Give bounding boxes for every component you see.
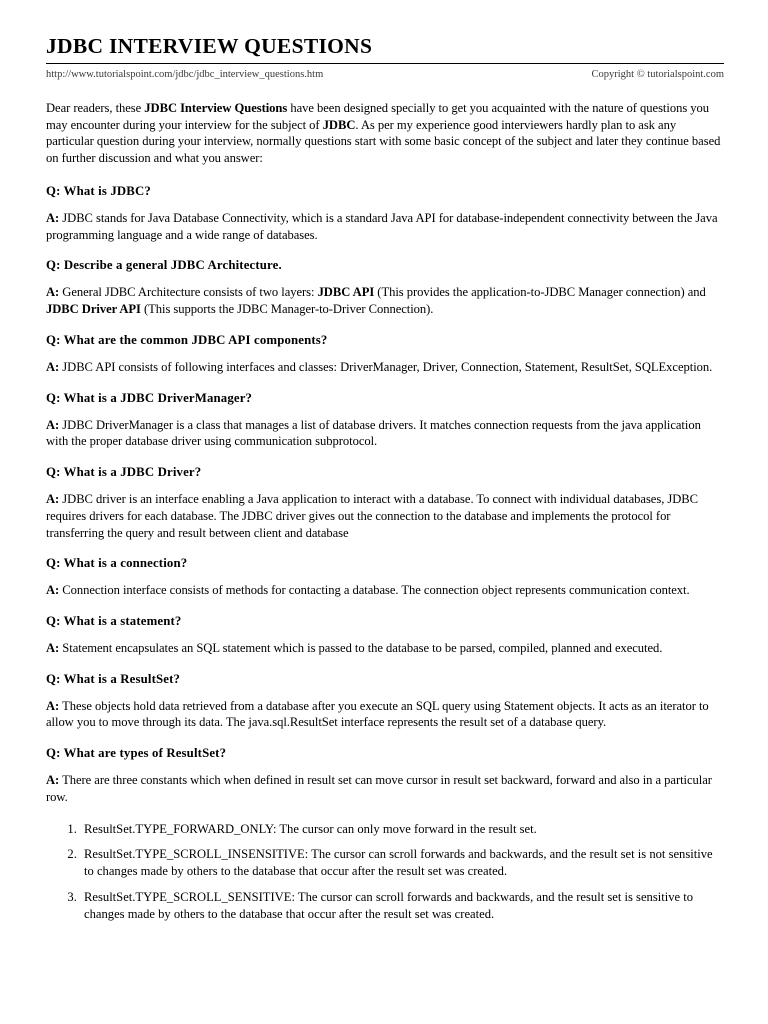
question-label: Q:	[46, 183, 61, 198]
answer-label: A:	[46, 417, 60, 432]
answer-2	[46, 284, 724, 317]
answer-9	[46, 772, 724, 805]
question-text: What is a statement?	[60, 614, 182, 629]
question-text: What is a JDBC Driver?	[60, 465, 202, 480]
answer-8	[46, 698, 724, 731]
question-label: Q:	[46, 465, 61, 480]
question-text: What is a ResultSet?	[60, 671, 181, 686]
question-label: Q:	[46, 746, 61, 761]
answer-text-2: (This provides the application-to-JDBC Manager connection) and	[374, 285, 706, 300]
answer-label: A:	[46, 583, 60, 598]
question-3	[46, 333, 724, 348]
page-title: JDBC INTERVIEW QUESTIONS	[46, 34, 373, 58]
answer-text: JDBC DriverManager is a class that manages a list of database drivers. It matches connection requests from the java application with the proper database driver using communication subprotocol.	[46, 417, 701, 449]
answer-7	[46, 640, 724, 657]
intro-paragraph	[46, 100, 724, 167]
intro-bold-2: JDBC	[322, 117, 356, 132]
question-label: Q:	[46, 390, 61, 405]
question-9	[46, 746, 724, 761]
list-item: 1. ResultSet.TYPE_FORWARD_ONLY: The cursor can only move forward in the result set.	[80, 821, 724, 838]
answer-5	[46, 491, 724, 541]
resultset-types-list	[46, 821, 724, 923]
answer-text: Connection interface consists of methods for contacting a database. The connection object represents communication context.	[59, 583, 690, 598]
answer-bold-1: JDBC API	[317, 285, 375, 300]
question-label: Q:	[46, 671, 61, 686]
intro-text-3: . As per my experience good interviewers hardly plan to ask any particular question during your interview, normally questions start with some basic concept of the subject and later they continue based on further discussion and what you answer:	[46, 117, 721, 166]
answer-text: There are three constants which when defined in result set can move cursor in result set backward, forward and also in a particular row.	[46, 773, 712, 804]
list-item: 2. ResultSet.TYPE_SCROLL_INSENSITIVE: The cursor can scroll forwards and backwards, and the result set is not sensitive to changes made by others to the database that occur after the result set was created.	[80, 846, 724, 879]
question-1	[46, 184, 724, 199]
answer-label: A:	[46, 698, 60, 713]
answer-label: A:	[46, 773, 60, 788]
question-8	[46, 672, 724, 687]
answer-label: A:	[46, 359, 60, 374]
answer-label: A:	[46, 285, 60, 300]
answer-text: General JDBC Architecture consists of two layers:	[59, 285, 318, 300]
question-text: Describe a general JDBC Architecture.	[60, 258, 282, 273]
question-text: What is a connection?	[60, 556, 188, 571]
answer-text-3: (This supports the JDBC Manager-to-Driver Connection).	[140, 302, 434, 317]
answer-text: JDBC stands for Java Database Connectivity, which is a standard Java API for database-independent connectivity between the Java programming language and a wide range of databases.	[46, 210, 718, 242]
document-meta	[46, 69, 724, 80]
answer-text: JDBC driver is an interface enabling a Java application to interact with a database. To connect with individual databases, JDBC requires drivers for each database. The JDBC driver gives out the connection to the database and implements the protocol for transferring the query and result between client and database	[46, 492, 698, 540]
answer-text: These objects hold data retrieved from a database after you execute an SQL query using Statement objects. It acts as an iterator to allow you to move through its data. The java.sql.ResultSet interface represents the result set of a database query.	[46, 698, 709, 730]
list-item: 3. ResultSet.TYPE_SCROLL_SENSITIVE: The cursor can scroll forwards and backwards, and the result set is sensitive to changes made by others to the database that occur after the result set was created.	[80, 889, 724, 922]
intro-text-2: have been designed specially to get you acquainted with the nature of questions you may encounter during your interview for the subject of	[46, 101, 710, 132]
question-7	[46, 614, 724, 629]
question-text: What is a JDBC DriverManager?	[60, 390, 253, 405]
answer-label: A:	[46, 492, 60, 507]
question-label: Q:	[46, 258, 61, 273]
question-label: Q:	[46, 556, 61, 571]
answer-bold-2: JDBC Driver API	[46, 302, 141, 317]
copyright-notice: Copyright © tutorialspoint.com	[591, 69, 724, 80]
intro-bold-1: JDBC Interview Questions	[144, 101, 288, 115]
answer-6	[46, 582, 724, 599]
question-text: What are the common JDBC API components?	[60, 332, 328, 347]
question-2	[46, 258, 724, 273]
answer-text: JDBC API consists of following interfaces and classes: DriverManager, Driver, Connection, Statement, ResultSet, SQLException.	[59, 359, 713, 374]
question-text: What are types of ResultSet?	[60, 746, 227, 761]
question-4	[46, 391, 724, 406]
answer-label: A:	[46, 210, 60, 225]
source-url[interactable]: http://www.tutorialspoint.com/jdbc/jdbc_interview_questions.htm	[46, 69, 324, 80]
question-5	[46, 465, 724, 480]
answer-3	[46, 359, 724, 376]
title-divider	[46, 63, 724, 64]
answer-1	[46, 210, 724, 243]
question-label: Q:	[46, 332, 61, 347]
answer-4	[46, 417, 724, 450]
question-text: What is JDBC?	[60, 183, 151, 198]
question-label: Q:	[46, 614, 61, 629]
answer-text: Statement encapsulates an SQL statement which is passed to the database to be parsed, compiled, planned and executed.	[59, 641, 663, 656]
intro-text-1: Dear readers, these	[46, 101, 145, 115]
question-6	[46, 556, 724, 571]
answer-label: A:	[46, 641, 60, 656]
